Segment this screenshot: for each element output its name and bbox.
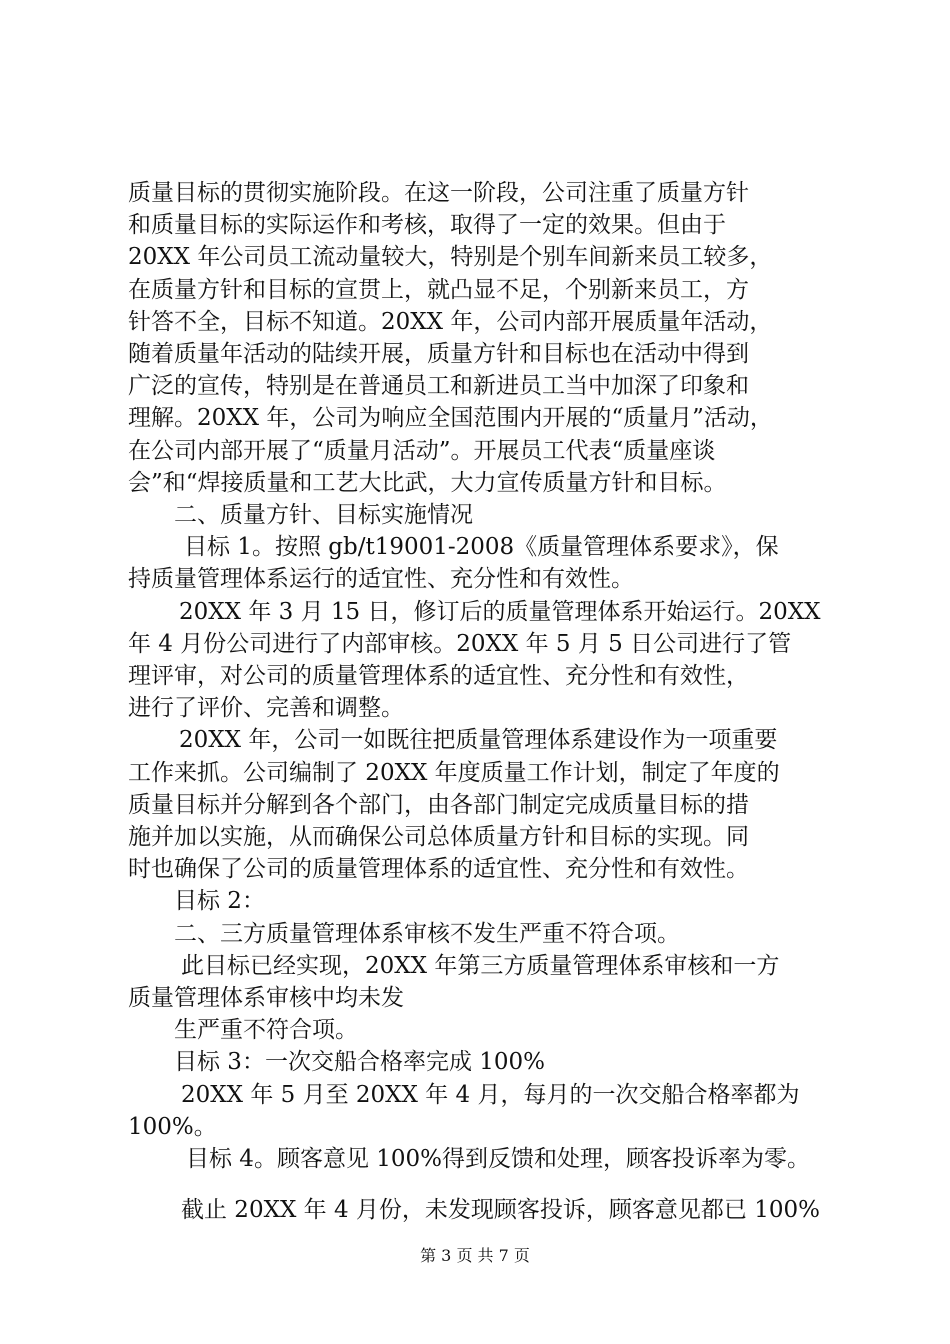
text-line: 目标 2： bbox=[174, 888, 265, 915]
text-line: 生严重不符合项。 bbox=[174, 1017, 358, 1044]
text-line: 在公司内部开展了“质量月活动”。开展员工代表“质量座谈 bbox=[128, 437, 716, 464]
text-line: 理解。20XX 年，公司为响应全国范围内开展的“质量月”活动， bbox=[128, 405, 773, 432]
text-line: 和质量目标的实际运作和考核，取得了一定的效果。但由于 bbox=[128, 212, 726, 239]
text-line: 持质量管理体系运行的适宜性、充分性和有效性。 bbox=[128, 566, 634, 593]
text-line: 20XX 年 3 月 15 日，修订后的质量管理体系开始运行。20XX bbox=[179, 598, 821, 625]
text-line: 二、三方质量管理体系审核不发生严重不符合项。 bbox=[174, 920, 680, 947]
text-line: 20XX 年公司员工流动量较大，特别是个别车间新来员工较多， bbox=[128, 244, 773, 271]
text-line: 工作来抓。公司编制了 20XX 年度质量工作计划，制定了年度的 bbox=[128, 759, 780, 786]
text-line: 质量目标并分解到各个部门，由各部门制定完成质量目标的措 bbox=[128, 791, 749, 818]
text-line: 随着质量年活动的陆续开展，质量方针和目标也在活动中得到 bbox=[128, 341, 749, 368]
text-line: 时也确保了公司的质量管理体系的适宜性、充分性和有效性。 bbox=[128, 856, 749, 883]
text-line: 年 4 月份公司进行了内部审核。20XX 年 5 月 5 日公司进行了管 bbox=[128, 630, 792, 657]
text-line: 20XX 年 5 月至 20XX 年 4 月，每月的一次交船合格率都为 bbox=[181, 1081, 800, 1108]
text-line: 目标 3：一次交船合格率完成 100% bbox=[174, 1049, 546, 1076]
document-body bbox=[128, 177, 848, 1227]
section-heading: 二、质量方针、目标实施情况 bbox=[174, 502, 473, 529]
page-number: 第 3 页 共 7 页 bbox=[420, 1246, 530, 1265]
text-line: 质量目标的贯彻实施阶段。在这一阶段，公司注重了质量方针 bbox=[128, 180, 749, 206]
text-line: 20XX 年，公司一如既往把质量管理体系建设作为一项重要 bbox=[179, 727, 778, 754]
text-line: 进行了评价、完善和调整。 bbox=[128, 695, 404, 722]
text-line: 目标 4。顾客意见 100%得到反馈和处理，顾客投诉率为零。 bbox=[186, 1146, 811, 1173]
text-line: 截止 20XX 年 4 月份，未发现顾客投诉，顾客意见都已 100% bbox=[181, 1197, 820, 1224]
text-line: 此目标已经实现，20XX 年第三方质量管理体系审核和一方 bbox=[181, 952, 780, 979]
page-footer bbox=[0, 1246, 950, 1266]
text-line: 会”和“焊接质量和工艺大比武，大力宣传质量方针和目标。 bbox=[128, 469, 727, 496]
text-line: 理评审，对公司的质量管理体系的适宜性、充分性和有效性， bbox=[128, 663, 749, 690]
text-line: 100%。 bbox=[128, 1113, 217, 1140]
text-line: 广泛的宣传，特别是在普通员工和新进员工当中加深了印象和 bbox=[128, 373, 749, 400]
text-line: 施并加以实施，从而确保公司总体质量方针和目标的实现。同 bbox=[128, 824, 749, 851]
text-line: 在质量方针和目标的宣贯上，就凸显不足，个别新来员工，方 bbox=[128, 276, 749, 303]
text-line: 针答不全，目标不知道。20XX 年，公司内部开展质量年活动， bbox=[128, 308, 773, 335]
text-line: 目标 1。按照 gb/t19001-2008《质量管理体系要求》，保 bbox=[184, 534, 779, 561]
text-line: 质量管理体系审核中均未发 bbox=[128, 985, 404, 1012]
